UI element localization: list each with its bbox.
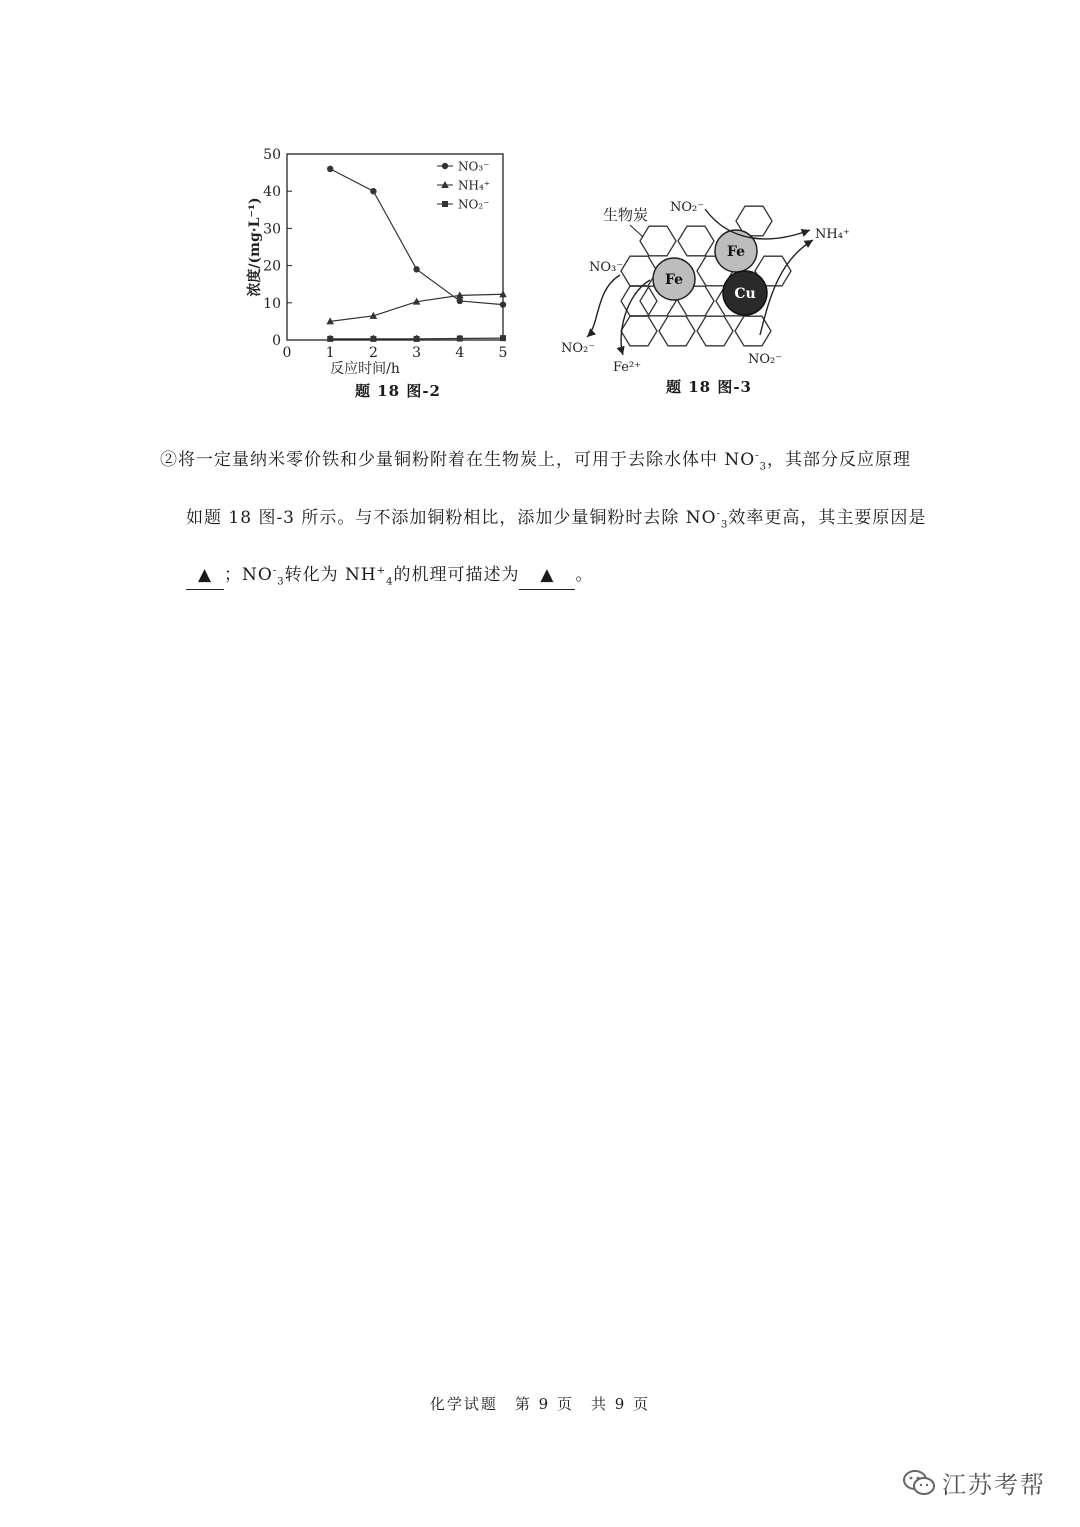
nh4-label: NH₄⁺: [815, 227, 850, 242]
legend-label: NO₂⁻: [458, 197, 490, 212]
watermark-text: 江苏考帮: [942, 1471, 1046, 1499]
x-tick-label: 0: [282, 345, 292, 361]
hex-cell: [621, 256, 657, 286]
fe-label-right: Fe: [726, 244, 746, 260]
x-tick-label: 3: [412, 345, 422, 361]
fe2plus-label: Fe²⁺: [613, 360, 642, 375]
biochar-label: 生物炭: [603, 206, 649, 224]
data-point-circle: [457, 298, 463, 304]
legend-marker-square: [442, 201, 448, 207]
biochar-hex-lattice: [621, 206, 791, 346]
answer-blank-1[interactable]: ▲: [186, 561, 224, 590]
ion-no3-3: -$_3$: [272, 565, 285, 588]
x-tick-label: 2: [368, 345, 378, 361]
data-point-square: [457, 336, 463, 342]
data-point-square: [500, 335, 506, 341]
biochar-leader: [630, 225, 643, 237]
data-point-square: [327, 336, 333, 342]
y-tick-label: 20: [263, 258, 281, 275]
question-line-2: 如题 18 图-3 所示。与不添加铜粉相比，添加少量铜粉时去除 $NO^-_3$效率更高，其主要原因是: [186, 508, 927, 531]
figure-2-chart: [235, 140, 525, 375]
hex-cell: [678, 226, 714, 256]
hex-cell: [697, 316, 733, 346]
figure-3-caption: 题 18 图-3: [666, 378, 752, 396]
x-tick-label: 4: [455, 345, 465, 361]
y-tick-label: 40: [263, 184, 281, 201]
hex-cell: [735, 316, 771, 346]
y-tick-label: 10: [263, 295, 281, 312]
data-point-circle: [327, 166, 333, 172]
legend-label: NH₄⁺: [458, 178, 491, 193]
legend-marker-circle: [442, 163, 448, 169]
arrow-no2-up-right: [760, 240, 813, 335]
y-tick-label: 50: [263, 147, 281, 163]
fe-label-left: Fe: [664, 272, 684, 288]
x-axis-label: 反应时间/h: [330, 361, 400, 375]
question-line-3: ▲ ；$NO^-_3$转化为 $NH^+_4$的机理可描述为 ▲ 。: [186, 561, 1006, 590]
data-point-square: [414, 336, 420, 342]
arrow-no2-to-nh4: [705, 209, 810, 239]
question-line-1: ②将一定量纳米零价铁和少量铜粉附着在生物炭上，可用于去除水体中 $NO^-_3$，其部分反应原理: [160, 450, 911, 473]
answer-blank-2[interactable]: ▲: [519, 561, 575, 590]
hex-cell: [659, 316, 695, 346]
y-axis-label: 浓度/(mg·L⁻¹): [247, 197, 263, 297]
hex-cell: [640, 226, 676, 256]
data-point-circle: [413, 266, 419, 272]
ion-nh4: +$_4$: [376, 565, 394, 588]
ion-no3-1: -$_3$: [755, 450, 767, 473]
data-point-circle: [370, 188, 376, 194]
figure-2-caption: 题 18 图-2: [355, 382, 441, 400]
x-tick-label: 1: [325, 345, 335, 361]
ion-no3-2: -$_3$: [716, 508, 729, 531]
hex-cell: [621, 316, 657, 346]
no2-right-label: NO₂⁻: [748, 352, 783, 367]
wechat-icon: [902, 1469, 936, 1497]
page-footer: 化学试题 第 9 页 共 9 页: [429, 1395, 651, 1413]
x-tick-label: 5: [498, 345, 508, 361]
y-tick-label: 0: [272, 333, 281, 349]
legend-label: NO₃⁻: [458, 159, 490, 174]
arrow-no3-to-no2: [587, 275, 620, 337]
no3-left-label: NO₃⁻: [589, 260, 624, 275]
no2-top-label: NO₂⁻: [670, 200, 705, 215]
data-point-square: [370, 336, 376, 342]
watermark: [902, 1465, 1046, 1500]
no2-left-label: NO₂⁻: [561, 341, 596, 356]
data-point-circle: [500, 301, 506, 307]
cu-label: Cu: [734, 286, 756, 302]
figure-3-diagram: [555, 185, 855, 375]
y-tick-label: 30: [263, 221, 281, 238]
